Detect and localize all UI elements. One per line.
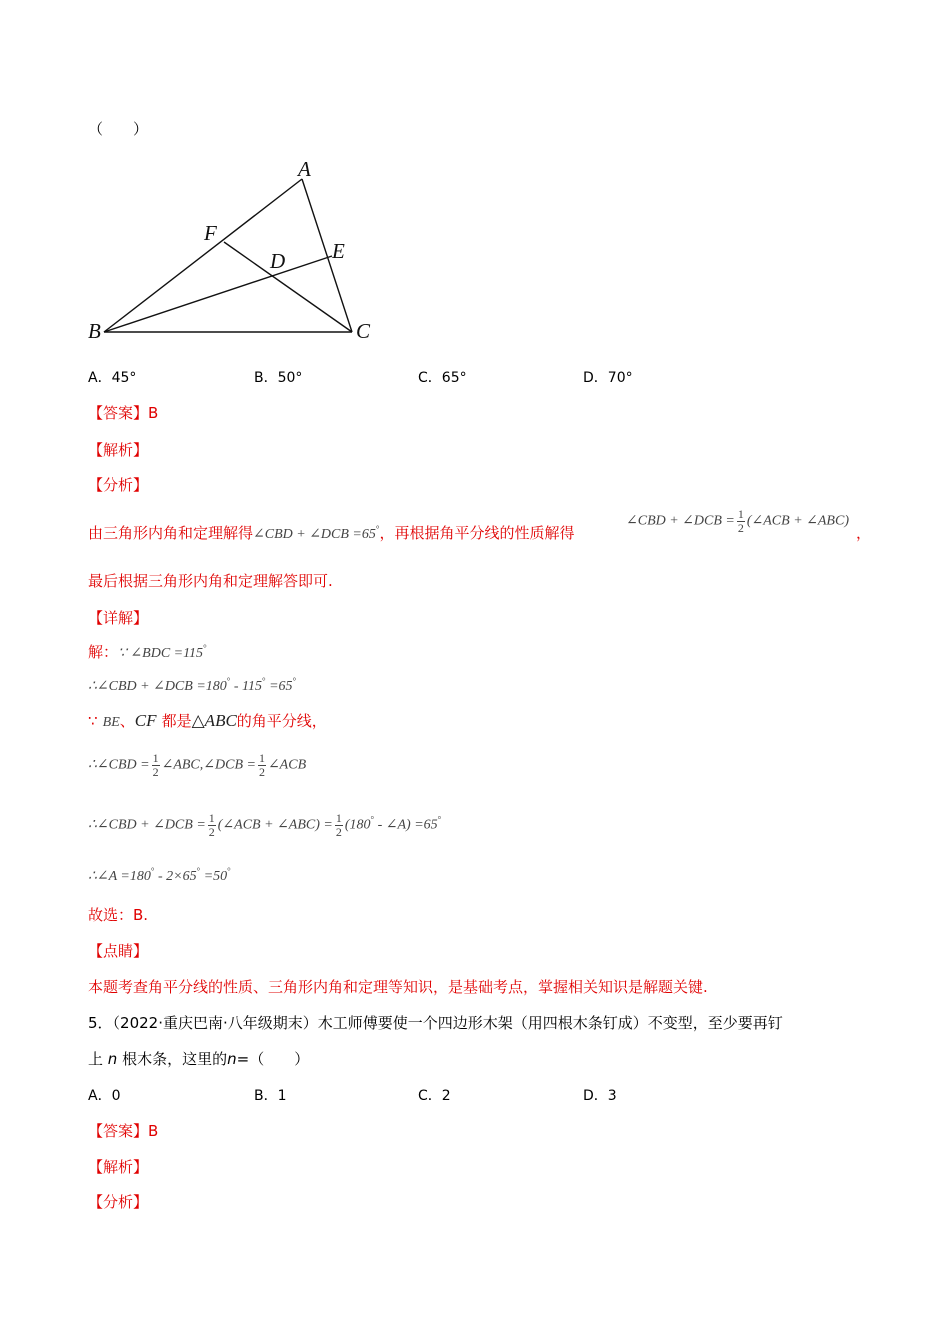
q5-stem-line-2: 上 n 根木条，这里的n=（ ） xyxy=(88,1050,310,1068)
label-b: B xyxy=(88,319,101,343)
q5-fenxi-label: 【分析】 xyxy=(88,1193,149,1211)
step-3: ∵ BE、CF 都是△ABC的角平分线， xyxy=(88,711,327,730)
label-f: F xyxy=(204,221,217,245)
guxuan: 故选：B. xyxy=(88,906,149,924)
label-e: E xyxy=(332,239,345,263)
label-c: C xyxy=(356,319,371,343)
step-5: ∴∠CBD + ∠DCB = $\frac{1}{2}$ (∠ACB + ∠ABC) = $\frac{1}{2}$ (180° - ∠A) =65° xyxy=(88,811,442,839)
option-a: A．45° xyxy=(88,370,137,386)
q5-option-d: D．3 xyxy=(583,1088,617,1104)
q5-stem-line-1: 5．（2022·重庆巴南·八年级期末）木工师傅要使一个四边形木架（用四根木条钉成）不变型，至少要再钉 xyxy=(88,1014,783,1032)
q5-option-a: A．0 xyxy=(88,1088,121,1104)
triangle-figure xyxy=(82,152,382,348)
fenxi-comma: ， xyxy=(856,524,872,542)
label-d: D xyxy=(270,249,286,273)
option-d: D．70° xyxy=(583,370,633,386)
label-a: A xyxy=(298,157,311,181)
answer-paren: （ ） xyxy=(88,120,149,138)
step-1: 解：∵ ∠BDC =115° xyxy=(88,643,207,661)
dianjing-label: 【点睛】 xyxy=(88,942,149,960)
q5-option-c: C．2 xyxy=(418,1088,451,1104)
step-6: ∴∠A =180° - 2×65° =50° xyxy=(88,866,231,884)
jiexi-label: 【解析】 xyxy=(88,441,149,459)
q5-answer-line: 【答案】B xyxy=(88,1122,159,1140)
q5-option-b: B．1 xyxy=(254,1088,287,1104)
fenxi-formula-1: ∠CBD + ∠DCB =65° xyxy=(253,524,380,542)
option-c: C．65° xyxy=(418,370,467,386)
fenxi-formula-2: ∠CBD + ∠DCB = $\frac{1}{2}$ (∠ACB + ∠ABC) xyxy=(626,507,849,535)
option-b: B．50° xyxy=(254,370,303,386)
half-fraction: $\frac{1}{2}$ xyxy=(737,507,744,535)
xiangjie-label: 【详解】 xyxy=(88,609,149,627)
step-2: ∴∠CBD + ∠DCB =180° - 115° =65° xyxy=(88,676,297,694)
dianjing-text: 本题考查角平分线的性质、三角形内角和定理等知识，是基础考点，掌握相关知识是解题关键. xyxy=(88,978,708,996)
answer-line: 【答案】B xyxy=(88,404,159,422)
fenxi-line-2: 最后根据三角形内角和定理解答即可. xyxy=(88,572,333,590)
step-4: ∴∠CBD = $\frac{1}{2}$ ∠ABC,∠DCB = $\frac{1}{2}$ ∠ACB xyxy=(88,751,307,779)
q5-jiexi-label: 【解析】 xyxy=(88,1158,149,1176)
fenxi-label: 【分析】 xyxy=(88,476,149,494)
fenxi-line-1: 由三角形内角和定理解得∠CBD + ∠DCB =65°，再根据角平分线的性质解得 xyxy=(88,524,575,542)
